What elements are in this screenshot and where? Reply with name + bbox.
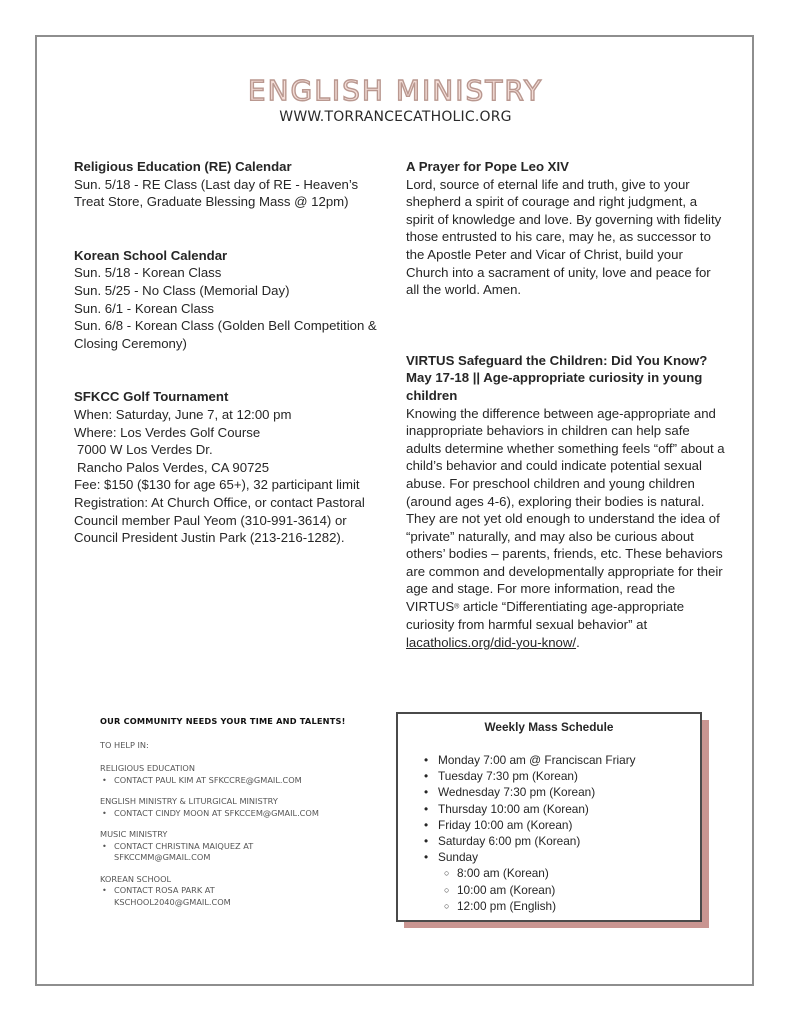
mass-item xyxy=(424,752,636,768)
mass-item-text: Wednesday 7:30 pm (Korean) xyxy=(438,785,596,800)
prayer-line: shepherd a spirit of courage and right judgment, a xyxy=(406,194,698,210)
virtus-subheading: children xyxy=(406,387,458,403)
registered-mark: ® xyxy=(454,603,460,611)
korean-school-line: Sun. 6/8 - Korean Class (Golden Bell Competition & xyxy=(74,318,377,334)
prayer-line: Lord, source of eternal life and truth, give to your xyxy=(406,176,690,192)
website-url: WWW.TORRANCECATHOLIC.ORG xyxy=(279,109,512,125)
sunday-mass-item xyxy=(424,898,636,914)
sunday-mass-item xyxy=(424,882,636,898)
golf-line: Rancho Palos Verdes, CA 90725 xyxy=(77,459,270,475)
volunteer-group xyxy=(100,829,370,864)
mass-item xyxy=(424,817,636,833)
korean-school-line: Closing Ceremony) xyxy=(74,335,187,351)
mass-item xyxy=(424,849,636,865)
virtus-line: Knowing the difference between age-appropriate and xyxy=(406,405,716,421)
virtus-subheading: May 17-18 || Age-appropriate curiosity in young xyxy=(406,370,703,386)
volunteer-group xyxy=(100,763,370,786)
prayer-line: spirit of knowledge and love. By governing with fidelity xyxy=(406,211,722,227)
mass-item xyxy=(424,833,636,849)
virtus-line: “private” naturally, and may also be curious about xyxy=(406,528,694,544)
did-you-know-link[interactable]: lacatholics.org/did-you-know/ xyxy=(406,634,577,650)
virtus-section xyxy=(406,352,731,652)
prayer-line: those entrusted to his care, may he, as successor to xyxy=(406,229,711,245)
mass-schedule-list xyxy=(424,752,636,914)
golf-line: When: Saturday, June 7, at 12:00 pm xyxy=(74,406,292,422)
circle-bullet-icon: ○ xyxy=(444,868,450,879)
bullet-icon: • xyxy=(424,785,429,800)
golf-line: Registration: At Church Office, or contact Pastoral xyxy=(74,494,365,510)
re-calendar-section xyxy=(74,158,384,211)
volunteer-group-name: KOREAN SCHOOL xyxy=(100,873,172,884)
volunteer-group xyxy=(100,796,370,819)
golf-line: Where: Los Verdes Golf Course xyxy=(74,424,261,440)
mass-item xyxy=(424,784,636,800)
mass-item-text: Friday 10:00 am (Korean) xyxy=(438,817,573,832)
golf-line: 7000 W Los Verdes Dr. xyxy=(77,442,213,458)
virtus-link-line xyxy=(406,634,731,652)
volunteer-contact xyxy=(100,885,370,908)
golf-line: Council President Justin Park (213-216-1282). xyxy=(74,530,345,546)
volunteer-contact xyxy=(100,775,370,787)
mass-item-text: Tuesday 7:30 pm (Korean) xyxy=(438,769,578,784)
circle-bullet-icon: ○ xyxy=(444,900,450,911)
re-calendar-heading: Religious Education (RE) Calendar xyxy=(74,159,292,174)
volunteer-contact-text: CONTACT PAUL KIM AT SFKCCRE@GMAIL.COM xyxy=(114,774,302,785)
virtus-line: inappropriate behaviors in children can help safe xyxy=(406,423,690,439)
volunteer-intro: TO HELP IN: xyxy=(100,739,149,750)
re-calendar-line: Sun. 5/18 - RE Class (Last day of RE - Heaven’s xyxy=(74,176,359,192)
mass-schedule-box xyxy=(396,712,702,922)
volunteer-contact-text: CONTACT ROSA PARK AT xyxy=(114,885,215,895)
volunteer-section xyxy=(100,716,370,918)
volunteer-contact xyxy=(100,841,370,864)
right-column xyxy=(406,158,731,652)
sunday-mass-text: 10:00 am (Korean) xyxy=(457,882,556,897)
virtus-line: They are not yet old enough to understand the idea of xyxy=(406,511,720,527)
korean-school-heading: Korean School Calendar xyxy=(74,247,228,263)
virtus-heading: VIRTUS Safeguard the Children: Did You Know? xyxy=(406,352,708,368)
sunday-mass-item xyxy=(424,865,636,881)
page-title: ENGLISH MINISTRY xyxy=(247,74,544,107)
sunday-mass-text: 12:00 pm (English) xyxy=(457,898,557,913)
virtus-line: child’s behavior and could indicate potential sexual xyxy=(406,458,702,474)
bullet-icon: • xyxy=(424,769,429,784)
korean-school-section xyxy=(74,247,384,353)
prayer-section xyxy=(406,158,731,299)
bullet-icon: • xyxy=(102,774,107,785)
korean-school-line: Sun. 5/25 - No Class (Memorial Day) xyxy=(74,282,290,298)
bullet-icon: • xyxy=(424,817,429,832)
re-calendar-line: Treat Store, Graduate Blessing Mass @ 12pm) xyxy=(74,194,349,210)
bullet-icon: • xyxy=(424,753,429,767)
volunteer-contact-text: CONTACT CHRISTINA MAIQUEZ AT xyxy=(114,840,254,851)
virtus-line: age and stage. For more information, read the xyxy=(406,581,676,597)
volunteer-contact-text: CONTACT CINDY MOON AT SFKCCEM@GMAIL.COM xyxy=(114,807,319,818)
volunteer-group xyxy=(100,874,370,909)
volunteer-group-name: ENGLISH MINISTRY & LITURGICAL MINISTRY xyxy=(100,796,278,806)
prayer-line: all the world. Amen. xyxy=(406,282,522,298)
virtus-line: (around ages 4-6), exploring their bodies is natural. xyxy=(406,493,705,509)
golf-tournament-heading: SFKCC Golf Tournament xyxy=(74,389,229,405)
golf-tournament-section xyxy=(74,388,384,546)
golf-line: Council member Paul Yeom (310-991-3614) or xyxy=(74,512,347,528)
mass-item xyxy=(424,768,636,784)
virtus-article-line xyxy=(406,598,731,616)
bullet-icon: • xyxy=(424,850,429,865)
mass-item-text: Sunday xyxy=(438,850,479,865)
sunday-mass-text: 8:00 am (Korean) xyxy=(457,866,549,881)
korean-school-line: Sun. 6/1 - Korean Class xyxy=(74,300,215,316)
bullet-icon: • xyxy=(102,885,107,895)
mass-item-text: Monday 7:00 am @ Franciscan Friary xyxy=(438,753,636,767)
left-column xyxy=(74,158,384,547)
virtus-line: curiosity from harmful sexual behavior” at xyxy=(406,617,648,633)
prayer-line: the Apostle Peter and Vicar of Christ, build your xyxy=(406,246,683,262)
prayer-line: Church into a sacrament of unity, love and peace for xyxy=(406,264,711,280)
golf-line: Fee: $150 ($130 for age 65+), 32 participant limit xyxy=(74,477,360,493)
volunteer-contact-email: SFKCCMM@GMAIL.COM xyxy=(114,852,211,862)
bullet-icon: • xyxy=(102,807,107,818)
mass-item xyxy=(424,801,636,817)
virtus-line: are common and developmentally appropriate for their xyxy=(406,563,723,579)
mass-item-text: Saturday 6:00 pm (Korean) xyxy=(438,834,581,849)
link-trailing: . xyxy=(576,634,580,650)
volunteer-group-name: RELIGIOUS EDUCATION xyxy=(100,763,195,773)
virtus-line: adults determine whether something feels “off” about a xyxy=(406,440,725,456)
virtus-brand: VIRTUS xyxy=(406,599,455,615)
bullet-icon: • xyxy=(102,840,107,851)
volunteer-contact xyxy=(100,808,370,820)
virtus-line: others’ bodies – parents, friends, etc. These behaviors xyxy=(406,546,723,562)
korean-school-line: Sun. 5/18 - Korean Class xyxy=(74,265,222,281)
virtus-article-title: article “Differentiating age-appropriate xyxy=(459,599,685,615)
volunteer-group-name: MUSIC MINISTRY xyxy=(100,829,168,839)
circle-bullet-icon: ○ xyxy=(444,884,450,895)
volunteer-heading: OUR COMMUNITY NEEDS YOUR TIME AND TALENTS! xyxy=(100,716,346,726)
virtus-line: abuse. For preschool children and young children xyxy=(406,475,695,491)
prayer-heading: A Prayer for Pope Leo XIV xyxy=(406,159,569,174)
volunteer-contact-email: KSCHOOL2040@GMAIL.COM xyxy=(114,896,231,907)
bullet-icon: • xyxy=(424,801,429,816)
mass-item-text: Thursday 10:00 am (Korean) xyxy=(438,801,589,816)
mass-schedule-title: Weekly Mass Schedule xyxy=(484,720,614,734)
bullet-icon: • xyxy=(424,834,429,849)
